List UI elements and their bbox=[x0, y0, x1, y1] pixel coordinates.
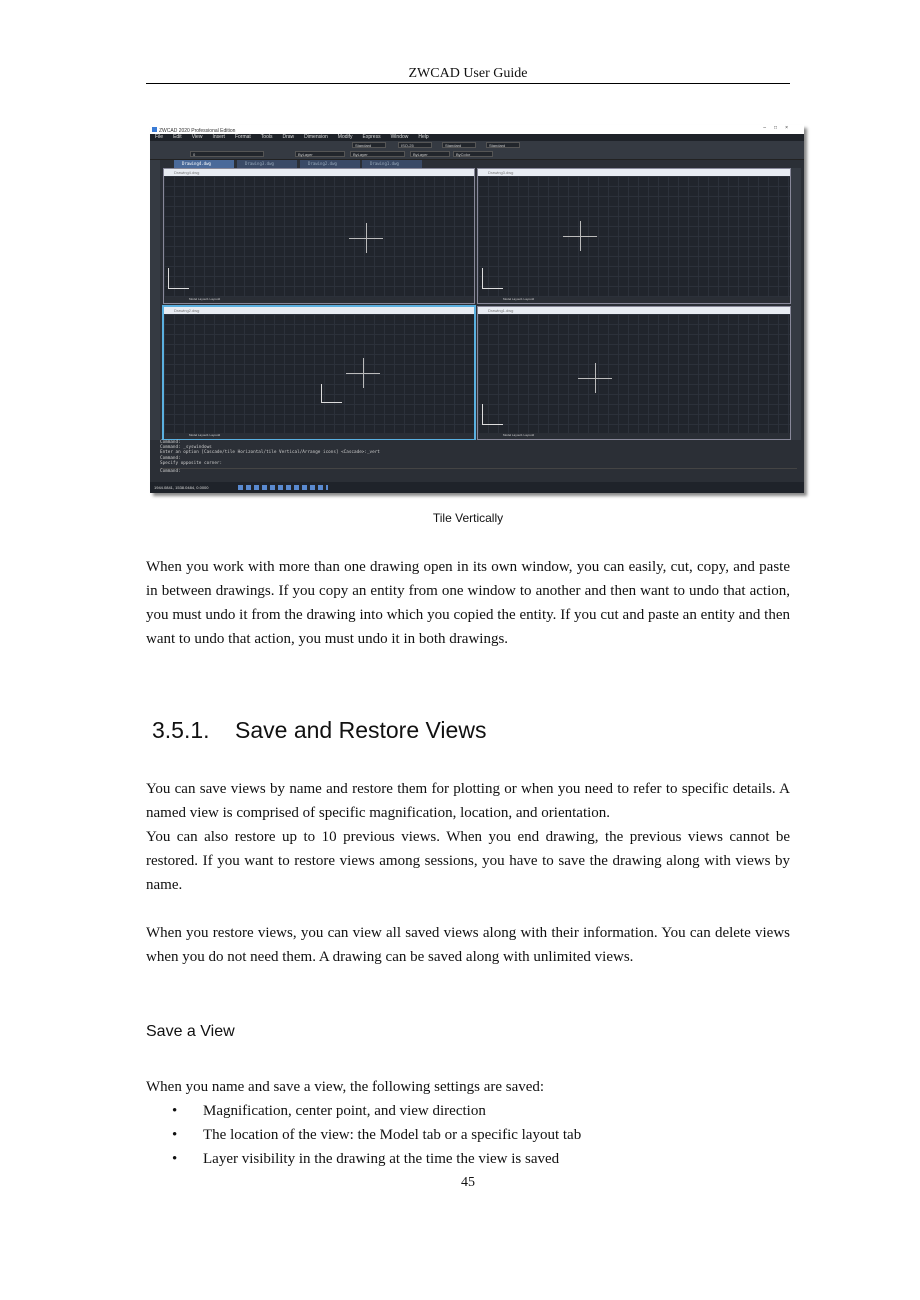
layout1-tab[interactable]: Layout1 bbox=[198, 433, 209, 437]
lineweight-combo[interactable]: ByLayer bbox=[410, 151, 450, 157]
coordinate-readout: 1944.0841, 1538.0484, 0.0000 bbox=[154, 485, 209, 490]
zwcad-screenshot bbox=[150, 125, 804, 493]
views-paragraph: You can save views by name and restore them for plotting or when you need to refer to specific details. A named view is comprised of specific magnification, location, and orientation. bbox=[146, 781, 790, 821]
crosshair-cursor bbox=[578, 363, 612, 393]
window-titlebar bbox=[150, 125, 804, 134]
tab-drawing3[interactable]: Drawing3.dwg bbox=[237, 160, 297, 168]
plotstyle-combo[interactable]: ByColor bbox=[453, 151, 493, 157]
viewport-drawing4[interactable] bbox=[163, 168, 475, 304]
layout1-tab[interactable]: Layout1 bbox=[512, 297, 523, 301]
text-style-combo[interactable]: Standard bbox=[352, 142, 386, 148]
section-number: 3.5.1. bbox=[152, 717, 210, 743]
dim-style-combo[interactable]: ISO-25 bbox=[398, 142, 432, 148]
color-combo[interactable]: ByLayer bbox=[295, 151, 345, 157]
layer-combo[interactable]: 0 bbox=[190, 151, 264, 157]
intro-paragraph: When you work with more than one drawing open in its own window, you can easily, cut, copy, and paste in between drawings. If you copy an entity from one window to another and then want to undo that action, you must undo it from the drawing into which you copied the entity. If you cut and paste an entity and then want to undo that action, you must undo it in both drawings. bbox=[146, 559, 790, 647]
list-item: • The location of the view: the Model tab or a specific layout tab bbox=[146, 1123, 790, 1147]
mleader-style-combo[interactable]: Standard bbox=[486, 142, 520, 148]
previous-views-paragraph: You can also restore up to 10 previous views. When you end drawing, the previous views cannot be restored. If you want to restore views among sessions, you have to save the drawing along with views by name. bbox=[146, 829, 790, 893]
menu-bar bbox=[150, 134, 804, 141]
layout-tabs bbox=[164, 297, 474, 303]
menu-modify[interactable]: Modify bbox=[337, 134, 353, 140]
saved-settings-list bbox=[146, 1099, 790, 1171]
model-tab[interactable]: Model bbox=[189, 433, 198, 437]
menu-file[interactable]: File bbox=[155, 134, 164, 140]
model-tab[interactable]: Model bbox=[503, 297, 512, 301]
list-intro: When you name and save a view, the following settings are saved: bbox=[146, 1079, 545, 1095]
layers-toolbar bbox=[150, 150, 804, 160]
layout2-tab[interactable]: Layout2 bbox=[523, 433, 535, 437]
drafting-toggle-buttons[interactable] bbox=[238, 485, 328, 490]
model-tab[interactable]: Model bbox=[503, 433, 512, 437]
layout2-tab[interactable]: Layout2 bbox=[523, 297, 535, 301]
ucs-icon bbox=[168, 268, 189, 289]
window-controls[interactable]: –□× bbox=[763, 125, 796, 131]
menu-edit[interactable]: Edit bbox=[173, 134, 182, 140]
viewport-title: Drawing2.dwg bbox=[164, 307, 474, 314]
layout-tabs bbox=[164, 433, 474, 439]
viewport-title: Drawing1.dwg bbox=[478, 307, 790, 314]
restore-views-paragraph: When you restore views, you can view all saved views along with their information. You can delete views when you do not need them. A drawing can be saved along with unlimited views. bbox=[146, 925, 790, 965]
command-history-line: Command: bbox=[160, 440, 181, 445]
status-bar bbox=[150, 482, 804, 493]
layout2-tab[interactable]: Layout2 bbox=[209, 297, 221, 301]
command-window[interactable] bbox=[157, 440, 797, 482]
crosshair-cursor bbox=[349, 223, 383, 253]
list-item: • Magnification, center point, and view direction bbox=[146, 1099, 790, 1123]
menu-dimension[interactable]: Dimension bbox=[304, 134, 328, 140]
menu-insert[interactable]: Insert bbox=[212, 134, 225, 140]
crosshair-cursor bbox=[563, 221, 597, 251]
command-input[interactable]: Command: bbox=[160, 468, 797, 474]
layout1-tab[interactable]: Layout1 bbox=[512, 433, 523, 437]
left-draw-toolbar[interactable] bbox=[150, 160, 160, 440]
running-header: ZWCAD User Guide bbox=[408, 66, 528, 81]
table-style-combo[interactable]: Standard bbox=[442, 142, 476, 148]
command-history-line: Enter an option [Cascade/tile Horizontal/tile Vertical/Arrange icons] <Cascade>:_vert bbox=[160, 450, 380, 456]
document-tabs bbox=[162, 160, 802, 168]
subsection-title: Save a View bbox=[146, 1023, 235, 1040]
command-history-line: Specify opposite corner: bbox=[160, 460, 223, 466]
menu-help[interactable]: Help bbox=[418, 134, 429, 140]
header-rule bbox=[146, 83, 790, 84]
menu-draw[interactable]: Draw bbox=[282, 134, 295, 140]
layout-tabs bbox=[478, 297, 790, 303]
tab-drawing1[interactable]: Drawing1.dwg bbox=[362, 160, 422, 168]
viewport-drawing1[interactable] bbox=[477, 306, 791, 440]
viewport-title: Drawing4.dwg bbox=[164, 169, 474, 176]
layout1-tab[interactable]: Layout1 bbox=[198, 297, 209, 301]
layout2-tab[interactable]: Layout2 bbox=[209, 433, 221, 437]
window-title: ZWCAD 2020 Professional Edition bbox=[159, 128, 236, 134]
viewport-drawing3[interactable] bbox=[477, 168, 791, 304]
command-history-line: Command: bbox=[160, 455, 181, 461]
tab-drawing4[interactable]: Drawing4.dwg bbox=[174, 160, 234, 168]
layout-tabs bbox=[478, 433, 790, 439]
page-number: 45 bbox=[461, 1175, 475, 1190]
ucs-icon bbox=[482, 404, 503, 425]
menu-tools[interactable]: Tools bbox=[260, 134, 273, 140]
crosshair-cursor bbox=[346, 358, 380, 388]
right-modify-toolbar[interactable] bbox=[791, 160, 801, 440]
ucs-icon bbox=[482, 268, 503, 289]
viewport-drawing2-active[interactable] bbox=[162, 305, 476, 441]
command-history-line: Command: _syswindows bbox=[160, 445, 212, 451]
linetype-combo[interactable]: ByLayer bbox=[350, 151, 405, 157]
app-icon bbox=[152, 127, 157, 132]
viewport-title: Drawing3.dwg bbox=[478, 169, 790, 176]
menu-window[interactable]: Window bbox=[390, 134, 409, 140]
tab-drawing2[interactable]: Drawing2.dwg bbox=[300, 160, 360, 168]
menu-express[interactable]: Express bbox=[362, 134, 381, 140]
model-tab[interactable]: Model bbox=[189, 297, 198, 301]
menu-view[interactable]: View bbox=[191, 134, 203, 140]
section-title: Save and Restore Views bbox=[235, 717, 487, 743]
menu-format[interactable]: Format bbox=[234, 134, 251, 140]
list-item: • Layer visibility in the drawing at the time the view is saved bbox=[146, 1147, 790, 1171]
ucs-icon bbox=[321, 384, 342, 403]
figure-caption: Tile Vertically bbox=[432, 511, 504, 525]
